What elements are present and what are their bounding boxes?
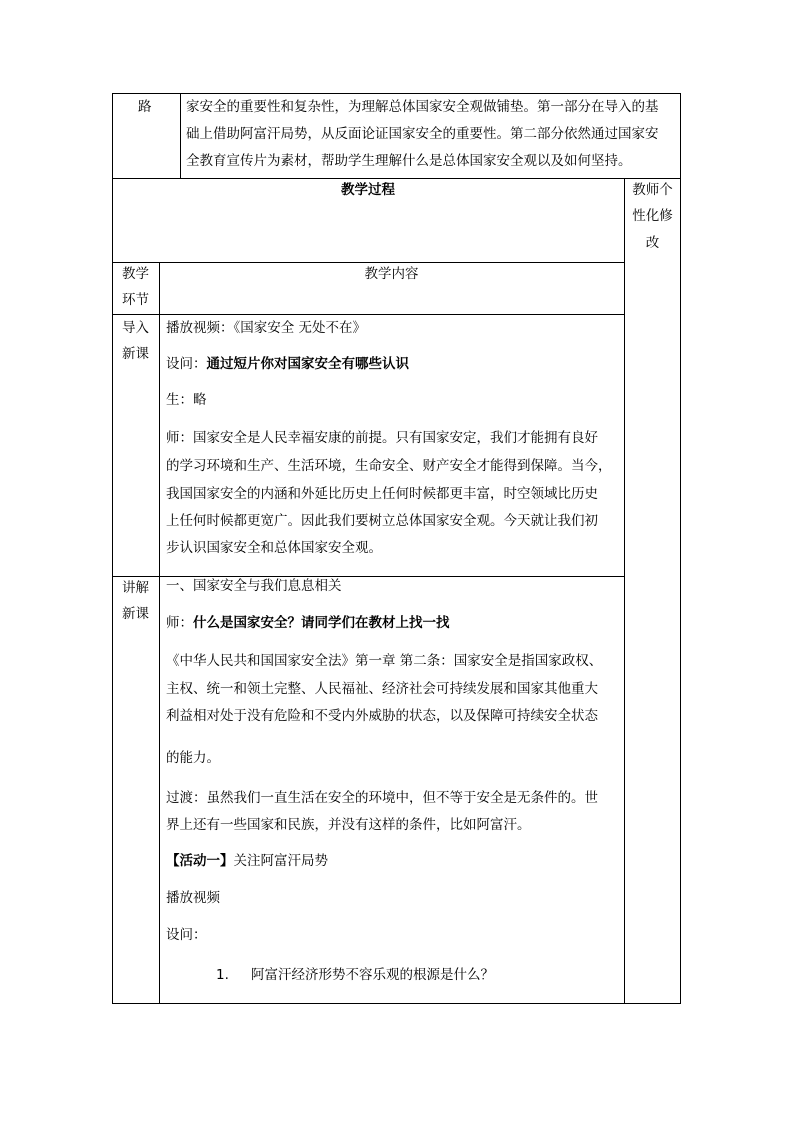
- section1-student: 生：略: [166, 392, 207, 408]
- teaching-process-title: 教学过程: [341, 182, 395, 198]
- top-row-label: 路: [138, 99, 152, 115]
- content-column-header: 教学内容: [364, 266, 419, 282]
- section2-ask: 设问：: [166, 927, 207, 943]
- section2-play: 播放视频: [166, 890, 220, 906]
- section1-teacher-line-1: 师：国家安全是人民幸福安康的前提。只有国家安定，我们才能拥有良好: [166, 430, 598, 446]
- section2-label-2: 新课: [122, 606, 149, 622]
- teacher-column-line-3: 改: [645, 235, 660, 251]
- section2-label-1: 讲解: [122, 580, 149, 596]
- row-divider-header: [112, 262, 624, 263]
- section1-teacher-line-5: 步认识国家安全和总体国家安全观。: [166, 540, 382, 556]
- teacher-column-line-2: 性化修: [632, 208, 673, 224]
- section2-teacher-question-text: 什么是国家安全？请同学们在教材上找一找: [193, 615, 450, 631]
- section2-law-last: 的能力。: [166, 750, 220, 766]
- row-divider-top: [112, 178, 681, 179]
- section2-activity: [166, 851, 328, 871]
- teacher-column-line-1: 教师个: [632, 182, 673, 198]
- section2-transition-line-1: 过渡：虽然我们一直生活在安全的环境中，但不等于安全是无条件的。世: [166, 790, 598, 806]
- section2-teacher-prefix: 师：: [166, 615, 193, 631]
- row-divider-columns: [112, 314, 624, 315]
- section1-teacher-line-2: 的学习环境和生产、生活环境，生命安全、财产安全才能得到保障。当今，: [166, 458, 612, 474]
- col-divider-stage: [159, 262, 160, 1004]
- section1-teacher-line-3: 我国国家安全的内涵和外延比历史上任何时候都更丰富，时空领域比历史: [166, 486, 598, 502]
- section1-video: 播放视频：《国家安全 无处不在》: [166, 320, 367, 336]
- section2-activity-bracket: 【活动一】: [166, 853, 234, 869]
- section1-label-1: 导入: [122, 320, 149, 336]
- section2-item-number: 1.: [216, 967, 229, 983]
- top-row-line-1: 家安全的重要性和复杂性，为理解总体国家安全观做铺垫。第一部分在导入的基: [186, 99, 659, 115]
- col-divider-teacher: [624, 178, 625, 1004]
- section1-question-prefix: 设问：: [166, 356, 207, 372]
- section1-teacher-line-4: 上任何时候都更宽广。因此我们要树立总体国家安全观。今天就让我们初: [166, 513, 598, 529]
- stage-column-line-1: 教学: [122, 266, 149, 282]
- top-row-line-3: 全教育宣传片为素材，帮助学生理解什么是总体国家安全观以及如何坚持。: [186, 153, 632, 169]
- col-divider-top: [180, 93, 181, 178]
- section2-transition-line-2: 界上还有一些国家和民族，并没有这样的条件，比如阿富汗。: [166, 817, 531, 833]
- section2-law-line-3: 利益相对处于没有危险和不受内外威胁的状态，以及保障可持续安全状态: [166, 708, 598, 724]
- section2-teacher-question: [166, 613, 450, 633]
- stage-column-line-2: 环节: [122, 292, 149, 308]
- section1-label-2: 新课: [122, 346, 149, 362]
- section1-question: [166, 354, 409, 374]
- section1-question-text: 通过短片你对国家安全有哪些认识: [206, 356, 409, 372]
- section2-item-text: 阿富汗经济形势不容乐观的根源是什么？: [251, 967, 494, 983]
- section2-heading: 一、国家安全与我们息息相关: [166, 578, 342, 594]
- section2-law-line-1: 《中华人民共和国国家安全法》第一章 第二条：国家安全是指国家政权、: [166, 653, 603, 669]
- top-row-line-2: 础上借助阿富汗局势，从反面论证国家安全的重要性。第二部分依然通过国家安: [186, 126, 659, 142]
- section2-law-line-2: 主权、统一和领土完整、人民福祉、经济社会可持续发展和国家其他重大: [166, 681, 598, 697]
- section2-activity-text: 关注阿富汗局势: [233, 853, 328, 869]
